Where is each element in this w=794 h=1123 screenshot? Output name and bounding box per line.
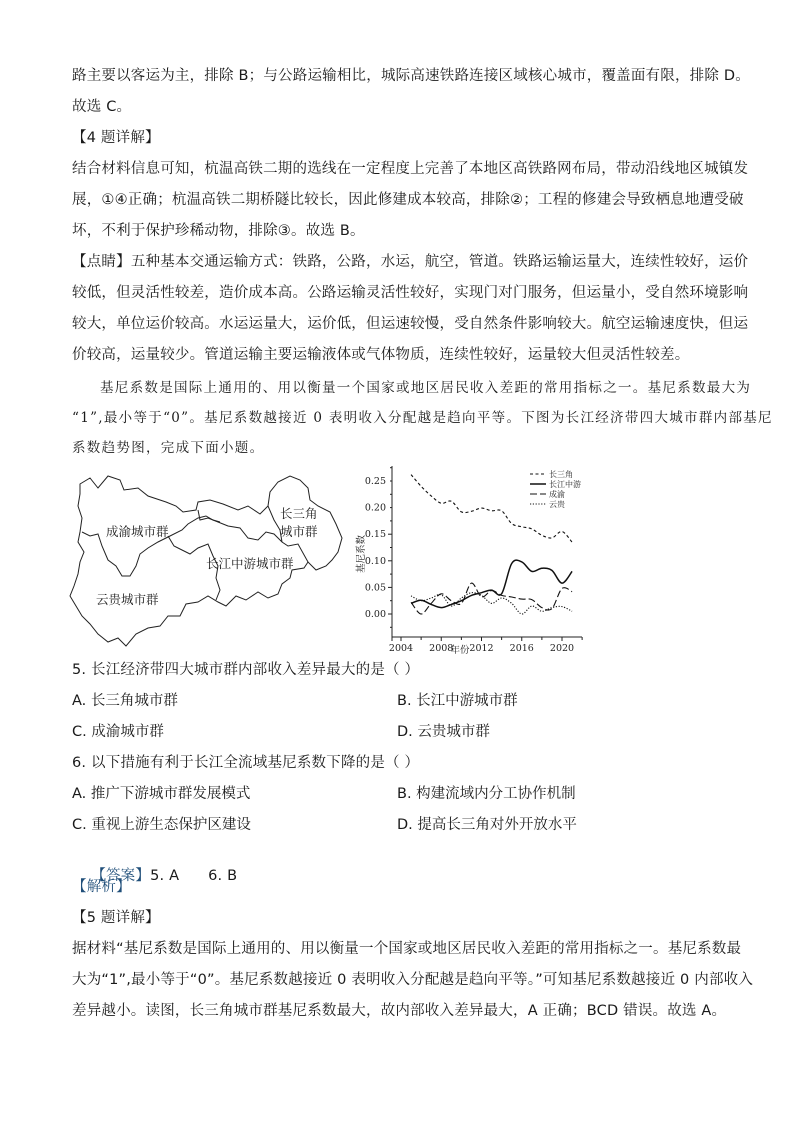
y-tick-label: 0.10	[364, 555, 386, 567]
answer-text: 5. A 6. B	[150, 868, 238, 884]
question-stem-line: 基尼系数是国际上通用的、用以衡量一个国家或地区居民收入差距的常用指标之一。基尼系数最大为	[100, 380, 752, 396]
paragraph-line: 展，①④正确；杭温高铁二期桥隧比较长，因此修建成本较高，排除②；工程的修建会导致栖息地遭受破	[72, 192, 744, 208]
series-line-1	[411, 560, 572, 607]
map-outline	[68, 466, 350, 654]
q5-option-b[interactable]: B. 长江中游城市群	[397, 693, 518, 709]
legend-label: 长三角	[549, 470, 573, 479]
answer-label: 【答案】	[91, 868, 151, 884]
x-tick-label: 2016	[509, 643, 534, 654]
q5-option-c[interactable]: C. 成渝城市群	[72, 724, 164, 740]
tip-text: 五种基本交通运输方式：铁路，公路，水运，航空，管道。铁路运输运量大，连续性较好，运价	[130, 254, 749, 270]
y-tick-label: 0.00	[364, 609, 386, 620]
map-label-middle-reaches: 长江中游城市群	[206, 556, 294, 571]
chart-canvas	[350, 462, 590, 657]
legend-label: 云贵	[549, 500, 565, 509]
q6-option-c[interactable]: C. 重视上游生态保护区建设	[72, 817, 251, 833]
paragraph-line: 故选 C。	[72, 99, 132, 115]
yangtze-city-cluster-map	[68, 466, 350, 654]
paragraph-line: 较大，单位运价较高。水运运量大，运价低，但运速较慢，受自然条件影响较大。航空运输速度快，但运	[72, 316, 749, 332]
q5-option-d[interactable]: D. 云贵城市群	[397, 724, 490, 740]
question-6-stem: 6. 以下措施有利于长江全流域基尼系数下降的是（ ）	[72, 755, 420, 771]
q6-option-a[interactable]: A. 推广下游城市群发展模式	[72, 786, 251, 802]
question-stem-line: 系数趋势图，完成下面小题。	[72, 440, 265, 456]
y-tick-label: 0.25	[364, 476, 386, 487]
y-tick-label: 0.05	[364, 582, 386, 594]
paragraph-line: 结合材料信息可知，杭温高铁二期的选线在一定程度上完善了本地区高铁路网布局，带动沿线地区城镇发	[72, 161, 749, 177]
section-heading-q4: 【4 题详解】	[72, 130, 160, 146]
legend-label: 成渝	[549, 490, 565, 499]
series-line-3	[411, 593, 572, 614]
series-line-0	[411, 475, 572, 543]
map-label-chengyu: 成渝城市群	[106, 524, 169, 539]
tip-label: 【点睛】	[72, 254, 131, 270]
y-axis-label: 基尼系数	[356, 534, 367, 574]
map-label-delta-2: 城市群	[280, 524, 318, 539]
map-label-delta: 长三角	[280, 506, 318, 521]
question-stem-line: “1”,最小等于“0”。基尼系数越接近 0 表明收入分配越是趋向平等。下图为长江经济带四大城市群内部基尼	[72, 410, 773, 426]
x-tick-label: 2008	[429, 643, 454, 654]
x-tick-label: 2004	[388, 643, 414, 654]
legend-label: 长江中游	[549, 480, 581, 489]
paragraph-line: 坏，不利于保护珍稀动物，排除③。故选 B。	[72, 223, 365, 239]
question-5-stem: 5. 长江经济带四大城市群内部收入差异最大的是（ ）	[72, 662, 420, 678]
paragraph-line: 价较高，运量较少。管道运输主要运输液体或气体物质，连续性较好，运量较大但灵活性较差。	[72, 347, 690, 363]
answer-line	[72, 846, 732, 906]
paragraph-line: 路主要以客运为主，排除 B；与公路运输相比，城际高速铁路连接区域核心城市，覆盖面有限，排除 D。	[72, 68, 750, 84]
analysis-line: 差异越小。读图，长三角城市群基尼系数最大，故内部收入差异最大，A 正确；BCD 错误。故选 A。	[72, 1003, 727, 1019]
analysis-line: 大为“1”,最小等于“0”。基尼系数越接近 0 表明收入分配越是趋向平等。”可知基尼系数越接近 0 内部收入	[72, 972, 754, 988]
series-line-2	[411, 583, 572, 614]
x-axis-label: 年份	[450, 645, 470, 656]
map-label-yungui: 云贵城市群	[96, 592, 159, 607]
y-tick-label: 0.15	[364, 529, 386, 541]
analysis-line: 据材料“基尼系数是国际上通用的、用以衡量一个国家或地区居民收入差距的常用指标之一。基尼系数最	[72, 941, 742, 957]
paragraph-line: 较低，但灵活性较差，造价成本高。公路运输灵活性较好，实现门对门服务，但运量小，受自然环境影响	[72, 285, 749, 301]
tip-paragraph	[72, 252, 749, 272]
x-tick-label: 2012	[469, 643, 494, 654]
q6-option-d[interactable]: D. 提高长三角对外开放水平	[397, 817, 577, 833]
section-heading-q5: 【5 题详解】	[72, 910, 160, 926]
q5-option-a[interactable]: A. 长三角城市群	[72, 693, 178, 709]
y-tick-label: 0.20	[364, 502, 386, 514]
x-tick-label: 2020	[549, 643, 575, 654]
gini-coefficient-chart	[350, 462, 590, 657]
analysis-label: 【解析】	[72, 879, 131, 895]
q6-option-b[interactable]: B. 构建流域内分工协作机制	[397, 786, 576, 802]
